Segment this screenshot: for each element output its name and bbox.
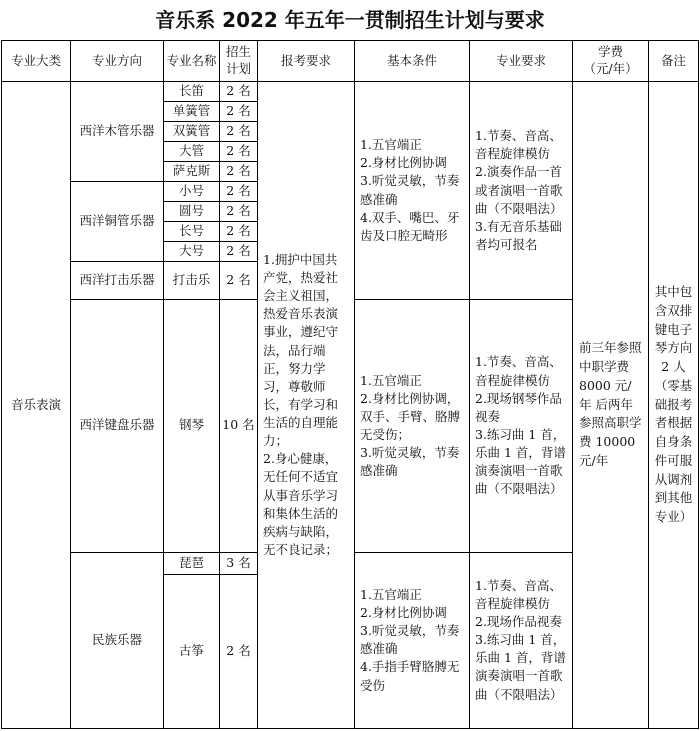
page-title: 音乐系 2022 年五年一贯制招生计划与要求: [155, 8, 545, 32]
major-quota: 2 名: [220, 162, 258, 182]
direction-percussion: 西洋打击乐器: [71, 262, 164, 300]
major-name: 圆号: [164, 202, 220, 222]
list-item: 1.节奏、音高、音程旋律模仿: [475, 128, 562, 162]
header-category: 专业大类: [2, 41, 71, 82]
header-major: 专业名称: [164, 41, 220, 82]
list-item: 1.五官端正: [360, 137, 422, 153]
table-row: [2, 82, 699, 102]
direction-woodwind: 西洋木管乐器: [71, 82, 164, 182]
list-item: 3.听觉灵敏，节奏感准确: [360, 445, 460, 479]
basic-conditions-keyboard: [355, 300, 470, 552]
major-name: 打击乐: [164, 262, 220, 300]
major-quota: 2 名: [220, 142, 258, 162]
major-name: 单簧管: [164, 102, 220, 122]
list-item: 3.有无音乐基础者均可报名: [475, 218, 562, 252]
major-name: 长号: [164, 222, 220, 242]
list-item: 1.五官端正: [360, 372, 422, 388]
major-quota: 2 名: [220, 182, 258, 202]
direction-keyboard: 西洋键盘乐器: [71, 300, 164, 552]
major-name: 大号: [164, 242, 220, 262]
major-name: 萨克斯: [164, 162, 220, 182]
list-item: 1.五官端正: [360, 586, 422, 602]
list-item: 2.身材比例协调: [360, 605, 447, 621]
list-item: 2.演奏作品一首或者演唱一首歌曲（不限唱法）: [475, 164, 563, 216]
major-name: 钢琴: [164, 300, 220, 552]
header-basic-cond: 基本条件: [355, 41, 470, 82]
header-tuition: 学费 （元/年）: [573, 41, 649, 82]
major-quota: 2 名: [220, 222, 258, 242]
major-quota: 2 名: [220, 262, 258, 300]
remarks-cell: 其中包含双排键电子琴方向 2 人（零基础报考者根据自身条件可服从调剂到其他专业）: [649, 82, 699, 729]
major-quota: 2 名: [220, 122, 258, 142]
list-item: 2.现场作品视奏: [475, 614, 562, 630]
list-item: 2.身材比例协调，双手、手臂、胳膊无受伤；: [360, 390, 461, 442]
major-name: 小号: [164, 182, 220, 202]
direction-folk: 民族乐器: [71, 552, 164, 728]
list-item: 4.双手、嘴巴、牙齿及口腔无畸形: [360, 209, 460, 243]
major-quota: 2 名: [220, 82, 258, 102]
list-item: 1.节奏、音高、音程旋律模仿: [475, 354, 562, 388]
basic-conditions-wind: [355, 82, 470, 300]
major-name: 琵琶: [164, 552, 220, 574]
list-item: 1.节奏、音高、音程旋律模仿: [475, 577, 562, 611]
major-quota: 2 名: [220, 102, 258, 122]
list-item: 3.听觉灵敏，节奏感准确: [360, 623, 460, 657]
list-item: 2.现场钢琴作品视奏: [475, 390, 562, 424]
header-direction: 专业方向: [71, 41, 164, 82]
apply-requirements: 1.拥护中国共产党，热爱社会主义祖国，热爱音乐表演事业，遵纪守法，品行端正，努力学习，尊敬师长，有学习和生活的自理能力； 2.身心健康，无任何不适宜从事音乐学习和集体生活的疾病与缺陷，无不良记录；: [258, 82, 355, 729]
major-requirements-wind: [470, 82, 573, 300]
major-quota: 2 名: [220, 574, 258, 728]
major-name: 古筝: [164, 574, 220, 728]
major-name: 长笛: [164, 82, 220, 102]
major-name: 大管: [164, 142, 220, 162]
header-quota: 招生 计划: [220, 41, 258, 82]
header-row: [2, 41, 699, 82]
header-apply-req: 报考要求: [258, 41, 355, 82]
tuition-cell: 前三年参照中职学费 8000 元/年 后两年参照高职学费 10000 元/年: [573, 82, 649, 729]
major-quota: 3 名: [220, 552, 258, 574]
admission-table: [1, 40, 699, 729]
list-item: 3.练习曲 1 首，乐曲 1 首，背谱演奏演唱一首歌曲（不限唱法）: [475, 632, 566, 702]
list-item: 4.手指手臂胳膊无受伤: [360, 659, 460, 693]
major-requirements-keyboard: [470, 300, 573, 552]
major-requirements-folk: [470, 552, 573, 728]
list-item: 2.身材比例协调: [360, 155, 447, 171]
direction-brass: 西洋铜管乐器: [71, 182, 164, 262]
category-cell: 音乐表演: [2, 82, 71, 729]
major-quota: 2 名: [220, 202, 258, 222]
list-item: 3.听觉灵敏，节奏感准确: [360, 173, 460, 207]
header-remarks: 备注: [649, 41, 699, 82]
list-item: 3.练习曲 1 首，乐曲 1 首，背谱演奏演唱一首歌曲（不限唱法）: [475, 426, 566, 497]
basic-conditions-folk: [355, 552, 470, 728]
major-name: 双簧管: [164, 122, 220, 142]
major-quota: 2 名: [220, 242, 258, 262]
header-major-req: 专业要求: [470, 41, 573, 82]
major-quota: 10 名: [220, 300, 258, 552]
